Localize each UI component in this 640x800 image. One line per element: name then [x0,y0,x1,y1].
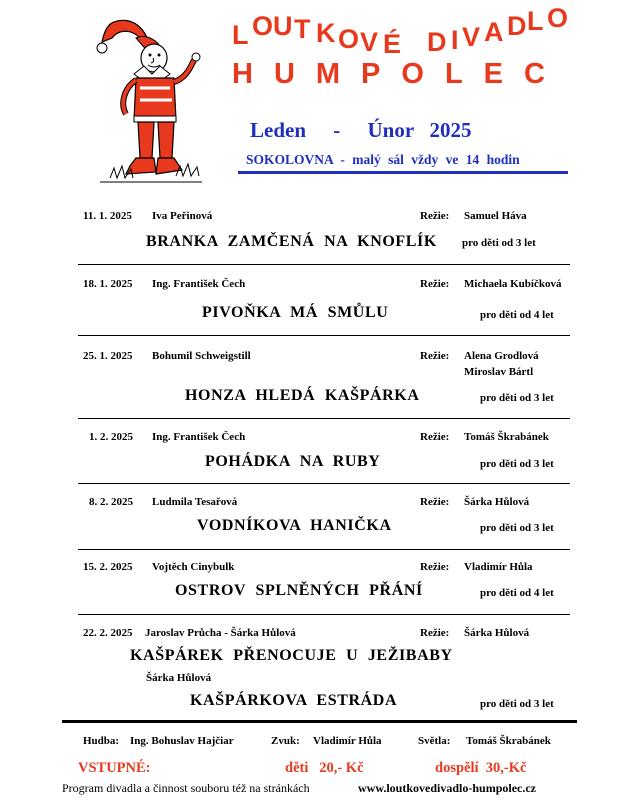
price-children: děti 20,- Kč [285,760,364,776]
event-title-second: KAŠPÁRKOVA ESTRÁDA [190,692,398,709]
venue-info: SOKOLOVNA - malý sál vždy ve 14 hodin [246,152,520,167]
title-letter: L [232,20,249,50]
title-letter: L [527,6,544,36]
divider [78,549,570,550]
title-letter: É [383,29,402,59]
divider [78,614,570,615]
event-director: Šárka Hůlová [464,627,530,639]
event-title: VODNÍKOVA HANIČKA [197,517,392,534]
section-divider [62,720,577,723]
event-author: Ing. František Čech [152,278,246,290]
director-label: Režie: [420,496,450,508]
event-director-second: Miroslav Bártl [464,366,534,378]
season-year: 2025 [429,118,472,142]
event-age: pro děti od 4 let [480,587,554,599]
event-age: pro děti od 3 let [480,392,554,404]
divider [78,483,570,484]
month-start: Leden [250,118,307,142]
director-label: Režie: [420,278,450,290]
event-author: Ing. František Čech [152,431,246,443]
event-title: KAŠPÁREK PŘENOCUJE U JEŽIBABY [130,647,453,664]
website-link[interactable]: www.loutkovedivadlo-humpolec.cz [358,781,537,795]
event-director: Alena Grodlová [464,350,539,362]
event-director: Michaela Kubíčková [464,278,562,290]
light-label: Světla: [418,735,451,747]
title-letter: O [252,11,274,41]
title-letter: T [294,14,311,44]
event-author: Jaroslav Průcha - Šárka Hůlová [145,627,296,639]
music-label: Hudba: [83,735,120,747]
event-author: Ludmila Tesařová [152,496,238,508]
month-separator: - [333,118,341,142]
music-credit: Ing. Bohuslav Hajčiar [130,735,234,747]
event-date: 1. 2. 2025 [89,431,133,443]
director-label: Režie: [420,561,450,573]
event-date: 18. 1. 2025 [83,278,133,290]
event-title: OSTROV SPLNĚNÝCH PŘÁNÍ [175,582,423,599]
title-letter: V [360,27,379,57]
footer-text: Program divadla a činnost souboru též na stránkách [62,781,310,795]
sound-credit: Vladimír Hůla [313,735,382,747]
director-label: Režie: [420,210,450,222]
event-director: Vladimír Hůla [464,561,533,573]
month-end: Únor [367,118,415,142]
title-letter: I [451,25,459,55]
price-adults: dospělí 30,-Kč [435,760,527,776]
event-director: Tomáš Škrabánek [464,431,549,443]
title-letter: A [484,17,504,47]
event-date: 11. 1. 2025 [83,210,132,222]
divider [78,418,570,419]
event-date: 15. 2. 2025 [83,561,133,573]
venue-underline [238,171,568,174]
title-letter: K [316,18,336,48]
title-letter: V [462,22,481,52]
event-director: Samuel Háva [464,210,527,222]
event-age: pro děti od 3 let [480,698,554,710]
event-date: 22. 2. 2025 [83,627,133,639]
admission-label: VSTUPNÉ: [78,760,151,776]
season-heading [250,118,471,143]
divider [78,335,570,336]
event-author-second: Šárka Hůlová [146,672,212,684]
title-letter: D [507,11,527,41]
event-author: Vojtěch Cinybulk [152,561,235,573]
event-age: pro děti od 4 let [480,309,554,321]
light-credit: Tomáš Škrabánek [466,735,551,747]
event-date: 25. 1. 2025 [83,350,133,362]
event-title: HONZA HLEDÁ KAŠPÁRKA [185,387,420,404]
event-director: Šárka Hůlová [464,496,530,508]
title-letter: O [547,3,569,33]
event-author: Bohumil Schweigstill [152,350,251,362]
event-author: Iva Peřinová [152,210,213,222]
title-letter: D [427,27,447,57]
director-label: Režie: [420,350,450,362]
divider [78,264,570,265]
puppet-illustration [90,8,210,190]
event-age: pro děti od 3 let [480,522,554,534]
event-age: pro děti od 3 let [462,237,536,249]
sound-label: Zvuk: [271,735,300,747]
event-title: POHÁDKA NA RUBY [205,453,381,470]
event-date: 8. 2. 2025 [89,496,133,508]
event-title: PIVOŇKA MÁ SMŮLU [202,304,389,321]
event-age: pro děti od 3 let [480,458,554,470]
town-title: HUMPOLEC [232,58,566,90]
title-letter: U [273,11,293,41]
director-label: Režie: [420,627,450,639]
director-label: Režie: [420,431,450,443]
event-title: BRANKA ZAMČENÁ NA KNOFLÍK [146,233,437,250]
title-letter: O [338,24,360,54]
